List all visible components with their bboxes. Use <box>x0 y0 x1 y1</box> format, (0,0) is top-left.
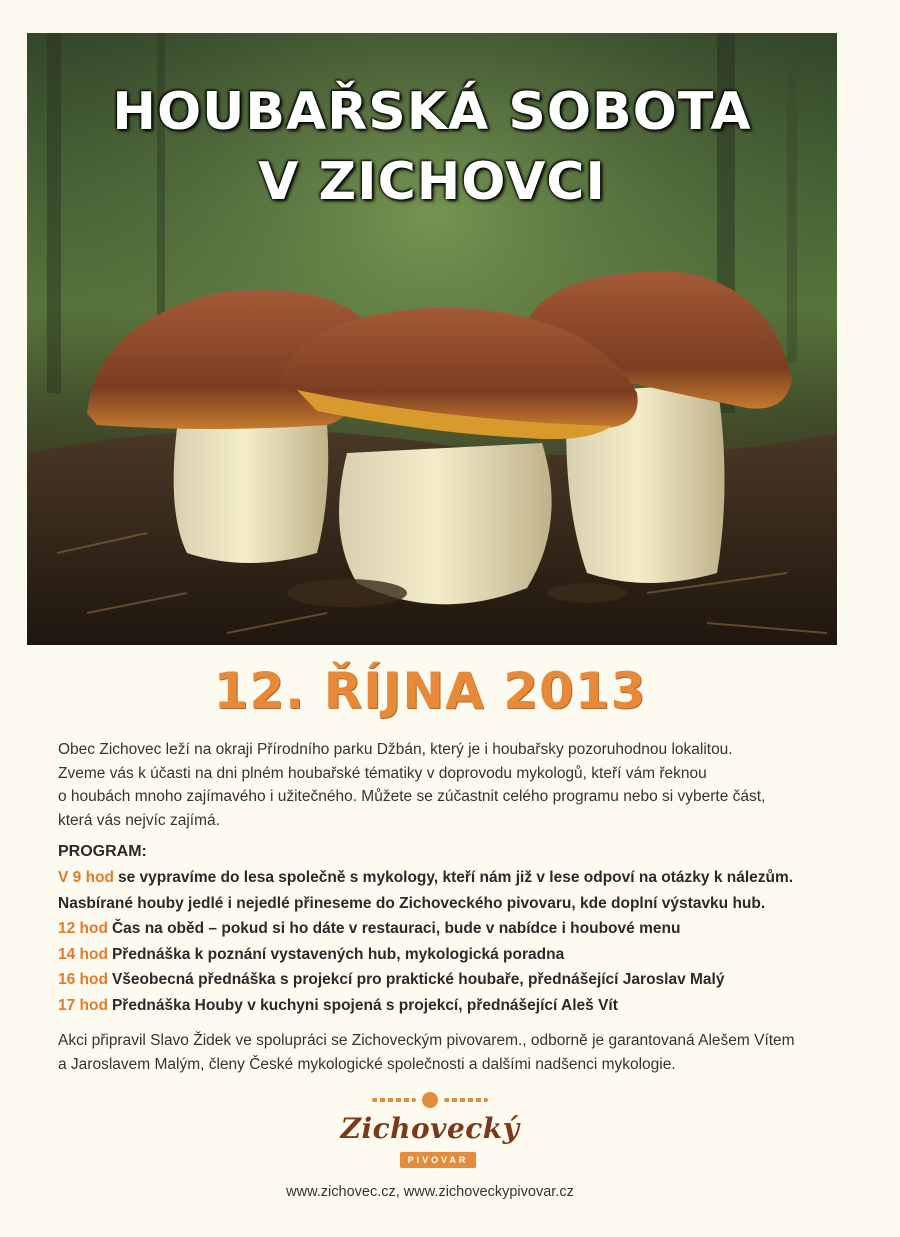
program-item <box>58 967 858 993</box>
outro-line: a Jaroslavem Malým, členy České mykologické společnosti a dalšími nadšenci mykologie. <box>58 1055 676 1073</box>
program-item <box>58 891 858 917</box>
program-time: 17 hod <box>58 996 108 1014</box>
program-item <box>58 993 858 1019</box>
title-line-2: V ZICHOVCI <box>258 152 606 212</box>
program-text: Přednáška Houby v kuchyni spojená s projekcí, přednášející Aleš Vít <box>111 996 618 1014</box>
program-time: 16 hod <box>58 971 108 988</box>
program-time: 14 hod <box>58 945 108 963</box>
outro-line: Akci připravil Slavo Židek ve spolupráci se Zichoveckým pivovarem., odborně je garantovaná Alešem Vítem <box>58 1032 795 1049</box>
emblem-icon <box>422 1092 438 1108</box>
program-time: 12 hod <box>58 920 108 937</box>
program-text: se vypravíme do lesa společně s mykology, kteří nám již v lese odpoví na otázky k nálezům. <box>117 869 794 886</box>
program-item <box>58 916 858 942</box>
event-date: 12. ŘÍJNA 2013 <box>213 662 647 720</box>
program-text: Nasbírané houby jedlé i nejedlé přineseme do Zichoveckého pivovaru, kde doplní výstavku hub. <box>58 894 766 912</box>
intro-line: Zveme vás k účasti na dni plném houbařské tématiky v doprovodu mykologů, kteří vám řeknou <box>58 764 707 782</box>
program-heading: PROGRAM: <box>58 843 147 860</box>
title-line-1: HOUBAŘSKÁ SOBOTA <box>112 82 752 142</box>
intro-paragraph <box>58 738 818 832</box>
program-text: Čas na oběd – pokud si ho dáte v restauraci, bude v nabídce i houbové menu <box>111 920 681 937</box>
program-text: Všeobecná přednáška s projekcí pro praktické houbaře, přednášející Jaroslav Malý <box>111 971 725 988</box>
logo-banner: PIVOVAR <box>400 1152 476 1168</box>
program-item <box>58 942 858 968</box>
program-item <box>58 865 858 891</box>
brewery-logo <box>330 1090 530 1182</box>
intro-line: o houbách mnoho zajímavého i užitečného. Můžete se zúčastnit celého programu nebo si vyberte část, <box>58 788 766 805</box>
wheat-right-icon <box>444 1098 488 1102</box>
logo-wordmark: Zichovecký <box>340 1112 520 1145</box>
intro-line: která vás nejvíc zajímá. <box>58 811 220 829</box>
program-list <box>58 865 858 1018</box>
wheat-left-icon <box>372 1098 416 1102</box>
mushroom-photo <box>27 33 837 645</box>
program-text: Přednáška k poznání vystavených hub, mykologická poradna <box>111 945 565 963</box>
poster-title <box>27 77 837 217</box>
organizer-paragraph <box>58 1029 838 1076</box>
program-time: V 9 hod <box>58 869 114 886</box>
website-links: www.zichovec.cz, www.zichoveckypivovar.cz <box>286 1184 574 1200</box>
intro-line: Obec Zichovec leží na okraji Přírodního parku Džbán, který je i houbařsky pozoruhodnou lokalitou. <box>58 741 733 758</box>
